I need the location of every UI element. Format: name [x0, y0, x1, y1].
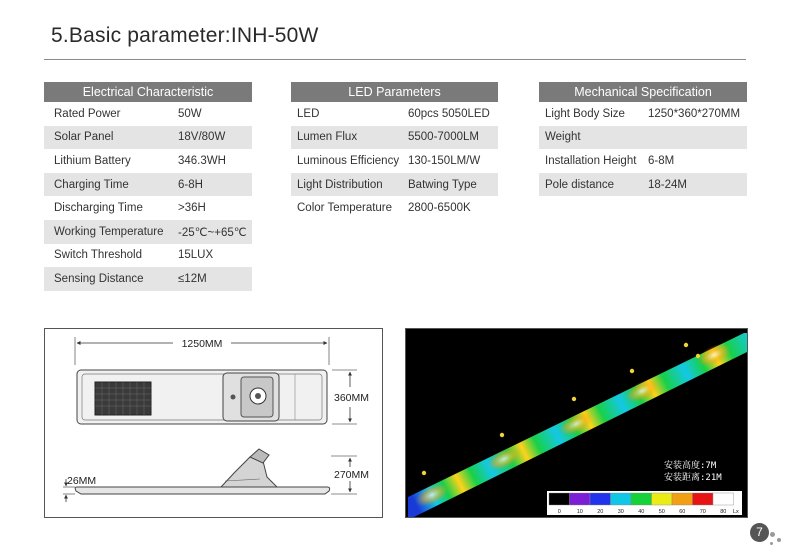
lux-scale-swatch	[631, 493, 652, 505]
param-label: Sensing Distance	[54, 272, 144, 285]
param-value: ≤12M	[178, 272, 207, 285]
electrical-table	[44, 82, 252, 291]
lux-scale-swatch	[570, 493, 591, 505]
lux-scale	[549, 493, 734, 505]
param-label: Luminous Efficiency	[297, 154, 400, 167]
table-row	[291, 149, 498, 173]
param-value: 18-24M	[648, 178, 687, 191]
param-label: Installation Height	[545, 154, 637, 167]
lux-scale-swatch	[713, 493, 734, 505]
table-row	[539, 173, 747, 197]
table-row	[291, 102, 498, 126]
lux-scale-tick-label: 70	[699, 509, 706, 515]
table-row	[539, 126, 747, 150]
table-row	[44, 267, 252, 291]
param-label: Light Body Size	[545, 107, 625, 120]
param-value: 130-150LM/W	[408, 154, 481, 167]
param-value: 6-8H	[178, 178, 203, 191]
width-dimension-label: 360MM	[334, 392, 370, 404]
lux-scale-tick-label: 80	[720, 509, 727, 515]
param-label: Lumen Flux	[297, 131, 358, 144]
dimension-drawing-svg	[45, 329, 384, 519]
led-heading: LED Parameters	[291, 82, 498, 102]
title-divider	[44, 59, 746, 60]
param-value: 6-8M	[648, 154, 675, 167]
table-row	[44, 126, 252, 150]
param-label: Pole distance	[545, 178, 615, 191]
lux-scale-tick-label: 50	[658, 509, 665, 515]
lux-scale-tick-label: 0	[557, 509, 561, 515]
param-value: 15LUX	[178, 249, 214, 262]
param-label: Switch Threshold	[54, 249, 142, 262]
mechanical-table	[539, 82, 747, 196]
param-value: 1250*360*270MM	[648, 107, 741, 120]
mechanical-heading: Mechanical Specification	[539, 82, 747, 102]
length-dimension-label: 1250MM	[181, 338, 223, 350]
lux-scale-swatch	[549, 493, 570, 505]
param-label: Solar Panel	[54, 131, 114, 144]
param-label: Rated Power	[54, 107, 121, 120]
param-label: Weight	[545, 131, 581, 144]
lux-scale-swatch	[652, 493, 673, 505]
thickness-dimension-label: 26MM	[67, 475, 97, 487]
lux-scale-swatch	[693, 493, 714, 505]
param-label: Lithium Battery	[54, 154, 131, 167]
dimension-drawing	[44, 328, 383, 518]
param-value: 2800-6500K	[408, 202, 471, 215]
param-label: Discharging Time	[54, 202, 143, 215]
illuminance-plot	[405, 328, 748, 518]
lux-scale-swatch	[590, 493, 611, 505]
table-row	[539, 102, 747, 126]
install-height-note: 安装高度:7M	[664, 461, 717, 471]
height-dimension-label: 270MM	[334, 469, 370, 481]
param-label: LED	[297, 107, 320, 120]
param-value: >36H	[178, 202, 206, 215]
table-row	[291, 196, 498, 220]
param-value: 50W	[178, 107, 202, 120]
table-row	[44, 149, 252, 173]
param-value: 18V/80W	[178, 131, 226, 144]
lux-scale-tick-label: 30	[617, 509, 624, 515]
param-label: Working Temperature	[54, 225, 164, 238]
table-row	[44, 196, 252, 220]
electrical-heading: Electrical Characteristic	[44, 82, 252, 102]
page-title: 5.Basic parameter:INH-50W	[51, 24, 319, 47]
table-row	[44, 220, 252, 244]
illuminance-plot-svg	[406, 329, 748, 518]
table-row	[291, 126, 498, 150]
param-label: Light Distribution	[297, 178, 383, 191]
lux-unit-label: Lx	[733, 509, 739, 515]
param-value: 5500-7000LM	[408, 131, 479, 144]
param-label: Charging Time	[54, 178, 129, 191]
table-row	[44, 102, 252, 126]
table-row	[539, 149, 747, 173]
param-value: -25℃~+65℃	[178, 226, 247, 239]
table-row	[44, 244, 252, 268]
param-value: 346.3WH	[178, 154, 226, 167]
page-dot	[777, 538, 781, 542]
page-dot	[770, 542, 773, 545]
lux-scale-tick-label: 10	[576, 509, 583, 515]
install-distance-note: 安装距离:21M	[664, 473, 722, 483]
param-value: 60pcs 5050LED	[408, 107, 490, 120]
page-dot	[770, 532, 775, 537]
param-label: Color Temperature	[297, 202, 393, 215]
table-row	[291, 173, 498, 197]
led-table	[291, 82, 498, 220]
lux-scale-tick-label: 60	[679, 509, 686, 515]
table-row	[44, 173, 252, 197]
lux-scale-tick-label: 40	[638, 509, 645, 515]
lux-scale-swatch	[611, 493, 632, 505]
page-number: 7	[750, 523, 769, 542]
lux-scale-tick-label: 20	[597, 509, 604, 515]
lux-scale-swatch	[672, 493, 693, 505]
param-value: Batwing Type	[408, 178, 477, 191]
